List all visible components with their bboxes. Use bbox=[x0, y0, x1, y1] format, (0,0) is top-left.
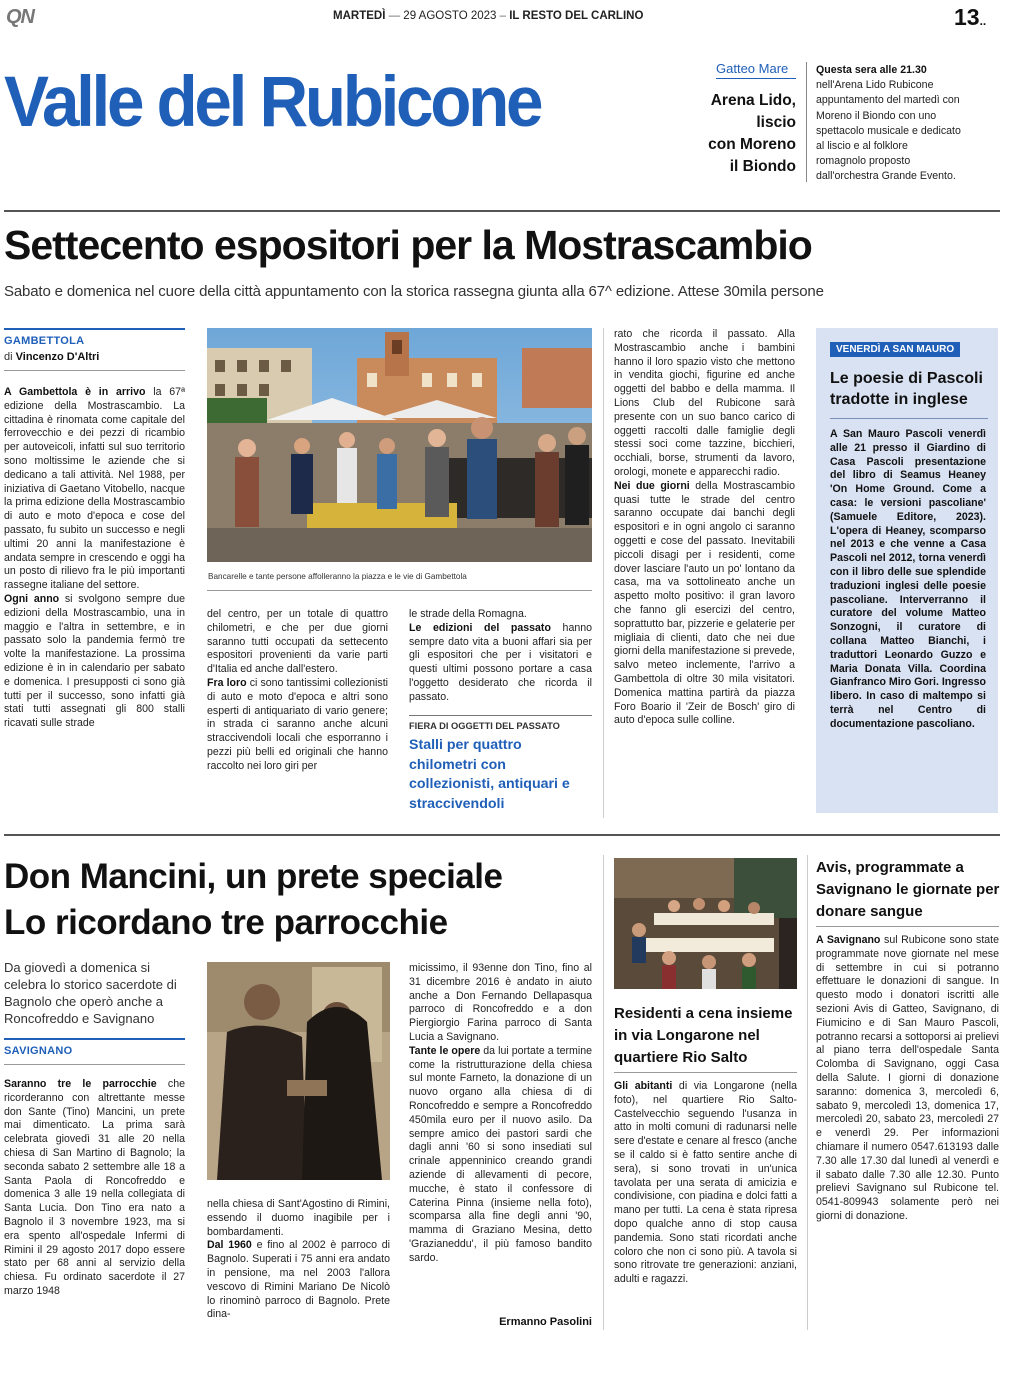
main-article-title: Settecento espositori per la Mostrascambio bbox=[4, 222, 812, 268]
masthead-date: 29 AGOSTO 2023 bbox=[403, 10, 497, 22]
promo-tag-underline bbox=[716, 78, 796, 79]
header-rule bbox=[4, 210, 1000, 212]
masthead-paper: IL RESTO DEL CARLINO bbox=[509, 10, 644, 22]
promo-tag: Gatteo Mare bbox=[716, 61, 789, 76]
longarone-title: Residenti a cena insieme in via Longarone nel quartiere Rio Salto bbox=[614, 1005, 793, 1066]
promo-headline: Arena Lido, liscio con Moreno il Biondo bbox=[708, 92, 796, 175]
mancini-place-rule bbox=[4, 1038, 185, 1040]
masthead-logo: QN bbox=[6, 6, 34, 28]
mancini-col3: micissimo, il 93enne don Tino, fino al 31 dicembre 2016 è andato in aiuto anche a Don Fernando Dellapasqua parroco di Roncofreddo e a don Piergiorgio Farina parroco di Santa Lucia a Savignano. Tante le opere da lui portate a termine come la ristrutturazione della chiesa sul monte Farneto, la donazione di un nuovo organo alla chiesa di di Roncofreddo e sempre a Roncofreddo 450mila euro per il nuovo asilo. Da sempre amico dei pastori sardi che dagli anni '60 si sono insediati sul crinale appenninico creando grandi aziende di allevamenti di pecore, mucche, è stato il confessore di Caterina Pinna (insieme nella foto), scomparsa alla fine degli anni '90, mamma di Graziano Mesina, detto 'Grazianeddu', il più famoso bandito sardo. bbox=[409, 962, 593, 1264]
promo-divider bbox=[806, 62, 807, 182]
side-quote-rule bbox=[409, 715, 592, 716]
masthead-dateline: MARTEDÌ — 29 AGOSTO 2023 – IL RESTO DEL CARLINO bbox=[333, 10, 644, 22]
side-quote-tag: FIERA DI OGGETTI DEL PASSATO bbox=[409, 721, 560, 731]
pascoli-title: Le poesie di Pascoli tradotte in inglese bbox=[830, 370, 983, 408]
mancini-title: Don Mancini, un prete speciale Lo ricordano tre parrocchie bbox=[4, 857, 503, 942]
promo-body: Questa sera alle 21.30 nell'Arena Lido Rubicone appuntamento del martedì con Moreno il Biondo con uno spettacolo musicale e dedicato al liscio e al folklore romagnolo proposto dall'orchestra Grande Evento. bbox=[816, 64, 961, 183]
avis-title: Avis, programmate a Savignano le giornate per donare sangue bbox=[816, 859, 1000, 920]
mancini-signature: Ermanno Pasolini bbox=[499, 1316, 592, 1328]
section-title: Valle del Rubicone bbox=[4, 63, 541, 142]
avis-body: A Savignano sul Rubicone sono state programmate nove giornate nel mese di settembre in cui si potranno effettuare le donazioni di sangue. In questo modo i donatori iscritti alle sezioni Avis di Gatteo, Savignano, di Fiumicino e di San Mauro Pascoli, potranno recarsi a sottoporsi ai prelievi al piano terra dell'ospedale Santa Colomba di Savignano, oggi Casa della Salute. I giorni di donazione saranno: domenica 3, mercoledì 6, sabato 9, mercoledì 13, domenica 17, mercoledì 20, sabato 23, mercoledì 27 e venerdì 29. Per informazioni chiamare il numero 0547.613193 dalle 7.30 alle 17.30 dal lunedì al venerdì e il sabato dalle 7.30 alle 12.30. Punto prelievi Savignano sul Rubicone tel. 0541-809943 solamente però nei giorni di donazione. bbox=[816, 934, 999, 1222]
dateline-place: GAMBETTOLA bbox=[4, 335, 85, 347]
byline: di Vincenzo D'Altri bbox=[4, 351, 100, 363]
photo-caption: Bancarelle e tante persone affolleranno la piazza e le vie di Gambettola bbox=[208, 572, 467, 581]
longarone-body: Gli abitanti di via Longarone (nella foto), nel quartiere Rio Salto-Castelvecchio seguendo l'usanza in atto in molti comuni di radunarsi nelle sere d'estate e cenare al fresco (anche se il caldo si è fatto sentire anche di sera), si sono trovati in un'unica tavolata per una serata di amicizia e condivisione, con piadina e dolci fatti a mano per tutti. La cena è stata ripresa dopo qualche anno di stop causa pandemia. Sono stati ricordati anche coloro che non ci sono più. A tavola si sono ritrovate tre generazioni: anziani, adulti e ragazzi. bbox=[614, 1080, 797, 1286]
longarone-title-rule bbox=[614, 1072, 797, 1073]
main-article-col1: A Gambettola è in arrivo la 67ª edizione della Mostrascambio. La cittadina è rinomata come capitale del ferrovecchio e dei pezzi di ricambio per autoveicoli, infatti sul suo territorio sono moltissime le aziende che si dedicano a tali attività. Nel 1988, per iniziativa di Gaetano Vitobello, nacque la prima edizione della Mostrascambio di auto e moto d'epoca e cose del passato, fu subito un successo e negli ultimi 20 anni la manifestazione è andata sempre in crescendo e oggi ha un posto di rilievo fra le più importanti rassegne italiane del settore. Ogni anno si svolgono sempre due edizioni della Mostrascambio, una in maggio e l'altra in settembre, e in passato solo la pandemia fermò tre volte la manifestazione. La prossima edizione è in in calendario per sabato e domenica. I presupposti ci sono già tutti per il successo, sono infatti già stati tutti assegnati gli 800 stalli ricavati sulle strade bbox=[4, 386, 185, 730]
mancini-place-underline bbox=[4, 1064, 185, 1065]
author: Vincenzo D'Altri bbox=[15, 351, 100, 363]
main-article-col3: le strade della Romagna. Le edizioni del passato hanno sempre dato vita a buoni affari sia per gli espositori che per i visitatori e questi ultimi possono portare a casa l'oggetto desiderato che ricorda il passato. bbox=[409, 608, 593, 703]
mid-rule bbox=[4, 834, 1000, 836]
mancini-col1: Saranno tre le parrocchie che ricorderanno con altrettante messe don Sante (Tino) Mancini, un prete mai dimenticato. La prima sarà celebrata giovedì 31 alle 20 nella chiesa di San Martino di Bagnolo; la seconda sabato 2 settembre alle 18 a Santa Paola di Roncofreddo e domenica 3 alle 19 nella collegiata di Santa Lucia. Don Tino era nato a Bagnolo il 3 novembre 1923, ma si era spento all'ospedale Infermi di Rimini il 29 agosto 2017 dopo essere stato per 68 anni al servizio della chiesa. Fu ordinato sacerdote il 27 marzo 1948 bbox=[4, 1078, 185, 1297]
main-article-col2: del centro, per un totale di quattro chilometri, e che per due giorni saranno tutti occupati da settecento espositori provenienti da varie parti d'Italia ed anche dall'estero. Fra loro ci sono tantissimi collezionisti di auto e moto d'epoca e altri sono esperti di antiquariato di vario genere; in strada ci saranno anche alcuni straccivendoli locali che esporranno i pezzi più belli ed originali che hanno raccolto nei loro giri per bbox=[207, 608, 388, 772]
masthead-day: MARTEDÌ bbox=[333, 10, 386, 22]
dinner-photo bbox=[614, 858, 797, 989]
main-article-subtitle: Sabato e domenica nel cuore della città appuntamento con la storica rassegna giunta alla 67^ edizione. Attese 30mila persone bbox=[4, 283, 824, 300]
longarone-rule bbox=[603, 855, 604, 1330]
place-rule bbox=[4, 328, 185, 330]
avis-rule bbox=[807, 855, 808, 1330]
side-quote: Stalli per quattro chilometri con collezionisti, antiquari e straccivendoli bbox=[409, 737, 570, 812]
pascoli-tag: VENERDÌ A SAN MAURO bbox=[830, 342, 960, 357]
caption-rule bbox=[207, 590, 592, 591]
avis-title-rule bbox=[816, 926, 999, 927]
mancini-col2: nella chiesa di Sant'Agostino di Rimini, essendo il duomo inagibile per i bombardamenti. Dal 1960 e fino al 2002 è parroco di Bagnolo. Superati i 75 anni era andato in pensione, ma nel 2003 l'allora vescovo di Rimini Mariano De Nicolò lo rinominò parroco di Bagnolo. Prete dina- bbox=[207, 1198, 390, 1321]
mancini-summary: Da giovedì a domenica si celebra lo storico sacerdote di Bagnolo che operò anche a Roncofreddo e Savignano bbox=[4, 960, 177, 1026]
pascoli-title-rule bbox=[830, 418, 988, 419]
byline-rule bbox=[4, 370, 185, 371]
market-photo bbox=[207, 328, 592, 562]
page-number: 13.. bbox=[954, 4, 987, 30]
mancini-photo bbox=[207, 962, 390, 1180]
main-article-col4: rato che ricorda il passato. Alla Mostrascambio anche i bambini hanno il loro spazio visto che mettono in vendita giochi, figurine ed anche oggetti del babbo e della mamma. Il Lions Club del Rubicone sarà presente con un suo banco carico di oggetti raccolti dalle famiglie degli stessi soci come tazzine, bicchieri, occhiali, borse, strumenti da lavoro, orologi, monete e apparecchi radio. Nei due giorni della Mostrascambio quasi tutte le strade del centro saranno occupate dai banchi degli espositori e in ogni angolo ci saranno oggetti e cose del passato. Inevitabili piccoli disagi per i residenti, come dover lasciare l'auto un po' lontano da casa, ma va sottolineato anche un aspetto molto positivo: il gran lavoro che fanno gli esercizi del centro, soprattutto bar, pizzerie e gelaterie per migliaia di clienti, dato che nei due giorni della manifestazione si prevede, salvo meteo inclemente, l'arrivo a Gambettola di oltre 30 mila visitatori. Domenica mattina partirà da piazza Foro Boario il 'Zeir de Bosch' giro di auto d'epoca sulle colline. bbox=[614, 328, 795, 727]
col4-rule bbox=[603, 328, 604, 818]
pascoli-body: A San Mauro Pascoli venerdì alle 21 presso il Giardino di Casa Pascoli presentazione del libro di Seamus Heaney 'On Home Ground. Come a casa: le versioni pascoliane' (Samuele Editore, 2023). L'opera di Heaney, scomparso nel 2013 e che venne a Casa Pascoli nel 2012, torna venerdì con il libro delle sue splendide traduzioni inglesi delle poesie pascoliane. Interverranno il curatore del volume Matteo Sonzogni, il curatore di collana Matteo Bianchi, i traduttori Leonardo Guzzo e Maria Donata Villa. Coordina Gianfranco Miro Gori. Ingresso libero. In caso di maltempo si terrà nel Centro di documentazione pascoliano. bbox=[830, 428, 986, 730]
mancini-place: SAVIGNANO bbox=[4, 1045, 73, 1057]
